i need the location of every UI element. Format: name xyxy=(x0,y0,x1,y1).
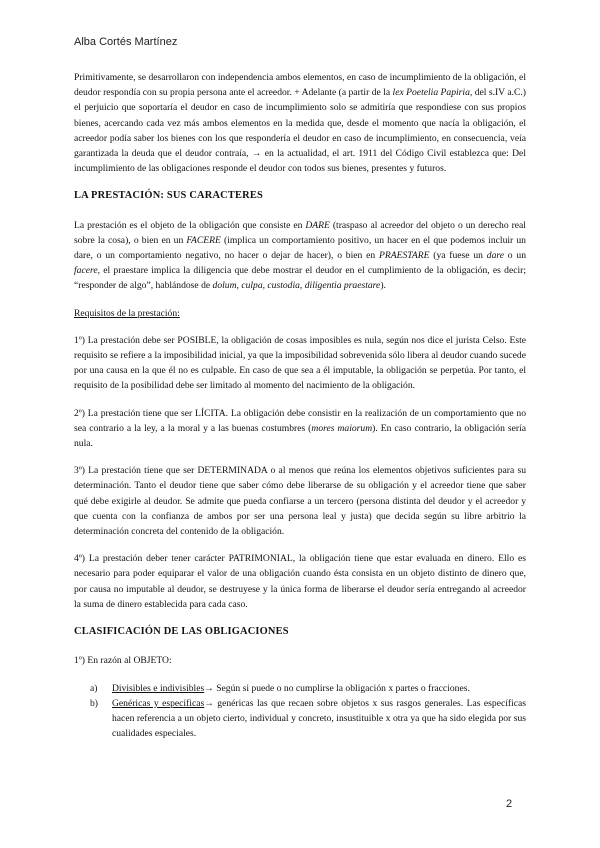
latin-terms: dolum, culpa, custodia, diligentia praestare xyxy=(212,280,381,292)
list-term: Genéricas y específicas xyxy=(112,697,205,709)
requisito-4: 4º) La prestación deber tener carácter PATRIMONIAL, la obligación tiene que estar evaluada en dinero. Ello es necesario para poder equiparar el valor de una obligación cuando ésta consista en un objeto distinto de dinero que, por causa no imputable al deudor, se destruyese y la única forma de liberarse el deudor sería entregando al acreedor la suma de dinero establecida para cada caso. xyxy=(74,553,526,610)
list-desc: → Según si puede o no cumplirse la obligación x partes o fracciones. xyxy=(204,682,470,694)
list-marker: a) xyxy=(90,682,98,694)
list-item-text xyxy=(112,681,526,696)
text-run: , el praestare implica la diligencia que debe mostrar el deudor en el cumplimiento de la obligación, es decir; “responder de algo”, hablándose de xyxy=(74,265,526,292)
text-run: (traspaso al acreedor del objeto o un derecho real sobre la cosa), o bien en un xyxy=(74,219,526,246)
term-facere: FACERE xyxy=(186,234,221,246)
term-dare-lower: dare xyxy=(486,250,504,262)
requisito-3: 3º) La prestación tiene que ser DETERMINADA o al menos que reúna los elementos objetivos suficientes para su determinación. Tanto el deudor tiene que saber cómo debe liberarse de su obligación y el acreedor tiene que saber qué debe exigirle al deudor. Se admite que pueda confiarse a un tercero (persona distinta del deudor y el acreedor y que cuenta con la confianza de ambos por ser una persona leal y justa) que decida según su libre arbitrio la determinación concreta del contenido de la obligación. xyxy=(74,465,526,538)
section-title-clasificacion: CLASIFICACIÓN DE LAS OBLIGACIONES xyxy=(74,626,289,638)
text-run: (ya fuese un xyxy=(429,250,487,262)
text-run: ). En caso contrario, la obligación sería nula. xyxy=(74,422,527,450)
requisito-1: 1º) La prestación debe ser POSIBLE, la obligación de cosas imposibles es nula, según nos dice el jurista Celso. Este requisito se refiere a la imposibilidad inicial, ya que la imposibilidad sobrevenida sólo libera al deudor cuando sucede por una causa en la que él no es culpable. En caso de que sea a él imputable, la obligación se perpetúa. Por tanto, el requisito de la posibilidad debe ser limitado al momento del nacimiento de la obligación. xyxy=(74,334,526,392)
clasificacion-lead: 1º) En razón al OBJETO: xyxy=(74,655,172,667)
text-run: (implica un comportamiento positivo, un hacer en el que podemos incluir un dare, o un comportamiento negativo, no hacer o dejar de hacer), o bien en xyxy=(74,234,526,262)
section-title-prestacion: LA PRESTACIÓN: SUS CARACTERES xyxy=(74,190,263,202)
list-desc: → genéricas las que recaen sobre objetos x sus rasgos generales. Las específicas hacen referencia a un objeto cierto, individual y concreto, insustituible x otra ya que ha sido elegida por sus cualidades especiales. xyxy=(112,697,526,740)
text-run: ). xyxy=(380,280,386,292)
text-run: La prestación es el objeto de la obligación que consiste en xyxy=(74,219,306,231)
requisito-2 xyxy=(74,406,526,452)
page-number: 2 xyxy=(506,798,513,810)
list-item-text xyxy=(112,696,526,742)
text-run: , del s.IV a.C.) el perjuicio que soportaría el deudor en caso de incumplimiento solo se admitiría que respondiese con sus propios bienes, acercando cada vez más ambos elementos en la medida que, desde el momento que nacía la obligación, el acreedor podía saber los bienes con los que respondería el deudor en caso de incumplimiento, en consecuencia, veía garantizada la deuda que el deudor contraía, → en la actualidad, el art. 1911 del Código Civil establezca que: Del incumplimiento de las obligaciones responde el deudor con todos sus bienes, presentes y futuros. xyxy=(74,87,526,175)
document-body xyxy=(74,70,526,741)
term-mores-maiorum: mores maiorum xyxy=(311,422,373,434)
requisitos-heading: Requisitos de la prestación: xyxy=(74,307,180,319)
list-item xyxy=(74,681,526,696)
term-facere-lower: facere xyxy=(74,265,98,277)
list-term: Divisibles e indivisibles xyxy=(112,682,205,694)
term-praestare: PRAESTARE xyxy=(379,250,430,262)
text-run: Primitivamente, se desarrollaron con independencia ambos elementos, en caso de incumplimiento de la obligación, el deudor respondía con su propia persona ante el acreedor. + Adelante (a partir de la xyxy=(74,72,526,99)
list-marker: b) xyxy=(90,697,98,709)
text-run: 2º) La prestación tiene que ser LÍCITA. La obligación debe consistir en la realización de un comportamiento que no sea contrario a la ley, a la moral y a las buenas costumbres ( xyxy=(74,407,526,434)
intro-paragraph xyxy=(74,70,526,176)
author-header: Alba Cortés Martínez xyxy=(74,36,178,48)
text-run: o un xyxy=(504,250,526,262)
law-name: lex Poetelia Papiria xyxy=(392,87,470,99)
list-item xyxy=(74,696,526,742)
clasificacion-list xyxy=(74,681,526,742)
term-dare: DARE xyxy=(305,219,330,231)
prestacion-paragraph xyxy=(74,218,526,294)
